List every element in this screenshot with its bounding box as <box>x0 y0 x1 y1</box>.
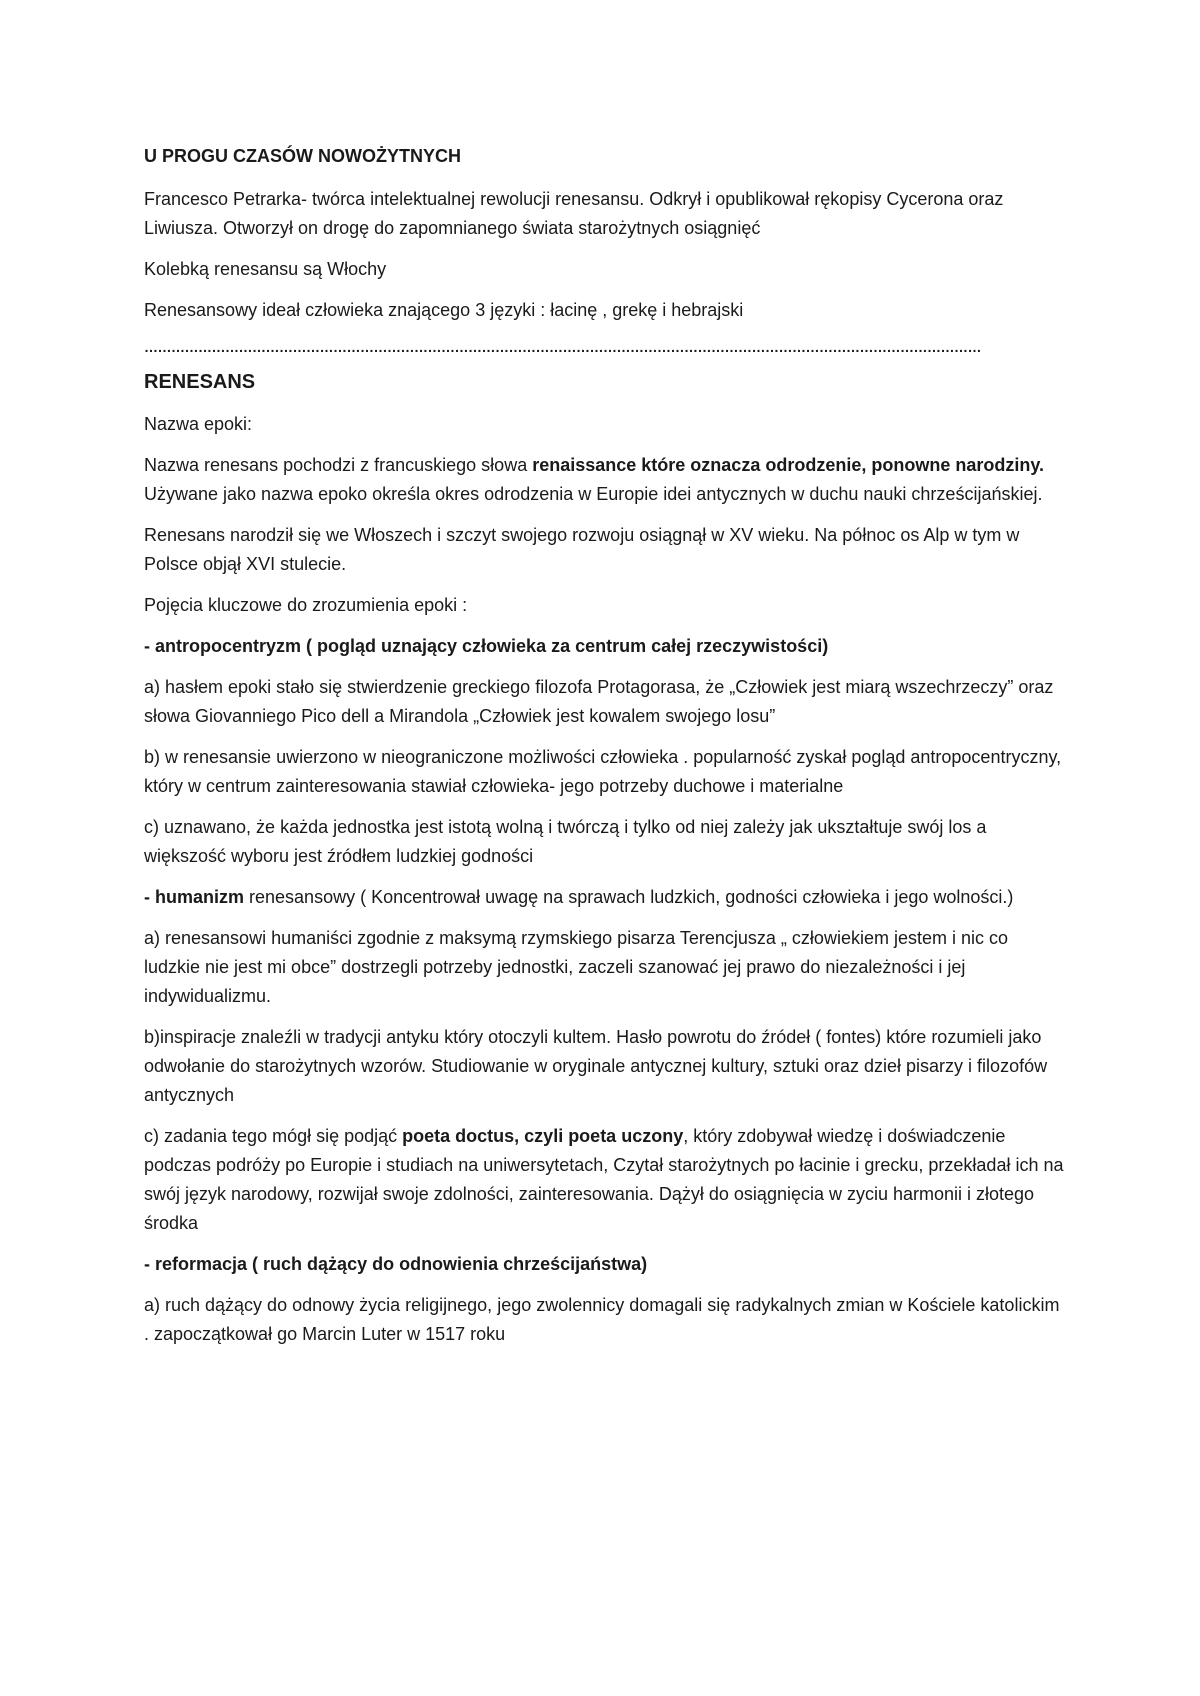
humanizm-a: a) renesansowi humaniści zgodnie z maksymą rzymskiego pisarza Terencjusza „ człowiekiem jestem i nic co ludzkie nie jest mi obce” dostrzegli potrzeby jednostki, zaczeli szanować jej prawo do niezależności i jej indywidualizmu. <box>144 928 1008 1006</box>
humanizm-heading-bold: - humanizm <box>144 887 245 907</box>
section-title-renesans: RENESANS <box>144 371 256 393</box>
humanizm-b: b)inspiracje znaleźli w tradycji antyku który otoczyli kultem. Hasło powrotu do źródeł ( fontes) które rozumieli jako odwołanie do starożytnych wzorów. Studiowanie w oryginale antycznej kultury, sztuki oraz dzieł pisarzy i filozofów antycznych <box>144 1027 1048 1105</box>
humanizm-c-after: , który zdobywał wiedzę i doświadczenie podczas podróży po Europie i studiach na uniwersytetach, Czytał starożytnych po łacinie i grecku, przekładał ich na swój język narodowy, rozwijał swoje zdolności, zainteresowania. Dążył do osiągnięcia w zyciu harmonii i złotego środka <box>144 1126 1064 1233</box>
antropocentryzm-c: c) uznawano, że każda jednostka jest istotą wolną i twórczą i tylko od niej zależy jak ukształtuje swój los a większość wyboru jest źródłem ludzkiej godności <box>144 817 987 866</box>
intro-kolebka: Kolebką renesansu są Włochy <box>144 259 387 279</box>
humanizm-c-bold: poeta doctus, czyli poeta uczony <box>402 1126 684 1146</box>
antropocentryzm-b: b) w renesansie uwierzono w nieograniczone możliwości człowieka . popularność zyskał pogląd antropocentryczny, który w centrum zainteresowania stawiał człowieka- jego potrzeby duchowe i materialne <box>144 747 1062 796</box>
nazwa-before: Nazwa renesans pochodzi z francuskiego słowa <box>144 455 533 475</box>
reformacja-heading: - reformacja ( ruch dążący do odnowienia chrześcijaństwa) <box>144 1254 648 1274</box>
dotted-separator: …………………………………………………………………………………………………………………………………………………………………… <box>144 339 981 355</box>
humanizm-heading-rest: renesansowy ( Koncentrował uwagę na sprawach ludzkich, godności człowieka i jego wolności.) <box>244 887 1014 907</box>
nazwa-label: Nazwa epoki: <box>144 414 253 434</box>
nazwa-bold: renaissance które oznacza odrodzenie, ponowne narodziny. <box>532 455 1044 475</box>
nazwa-after: Używane jako nazwa epoko określa okres odrodzenia w Europie idei antycznych w duchu nauki chrześcijańskiej. <box>144 484 1043 504</box>
antropocentryzm-heading: - antropocentryzm ( pogląd uznający człowieka za centrum całej rzeczywistości) <box>144 636 829 656</box>
rozwoj-paragraph: Renesans narodził się we Włoszech i szczyt swojego rozwoju osiągnął w XV wieku. Na północ os Alp w tym w Polsce objął XVI stulecie. <box>144 525 1020 574</box>
intro-petrarka: Francesco Petrarka- twórca intelektualnej rewolucji renesansu. Odkrył i opublikował rękopisy Cycerona oraz Liwiusza. Otworzył on drogę do zapomnianego świata starożytnych osiągnięć <box>144 189 1004 238</box>
nazwa-paragraph <box>144 451 1069 509</box>
section-title-nowozytne: U PROGU CZASÓW NOWOŻYTNYCH <box>144 146 461 166</box>
humanizm-c <box>144 1122 1069 1238</box>
reformacja-a: a) ruch dążący do odnowy życia religijnego, jego zwolennicy domagali się radykalnych zmian w Kościele katolickim . zapoczątkował go Marcin Luter w 1517 roku <box>144 1295 1060 1344</box>
antropocentryzm-a: a) hasłem epoki stało się stwierdzenie greckiego filozofa Protagorasa, że „Człowiek jest miarą wszechrzeczy” oraz słowa Giovanniego Pico dell a Mirandola „Człowiek jest kowalem swojego losu” <box>144 677 1054 726</box>
document-page <box>144 138 1069 1361</box>
humanizm-c-before: c) zadania tego mógł się podjąć <box>144 1126 403 1146</box>
pojecia-paragraph: Pojęcia kluczowe do zrozumienia epoki : <box>144 595 468 615</box>
intro-ideal: Renesansowy ideał człowieka znającego 3 języki : łacinę , grekę i hebrajski <box>144 300 744 320</box>
humanizm-heading <box>144 883 1069 912</box>
